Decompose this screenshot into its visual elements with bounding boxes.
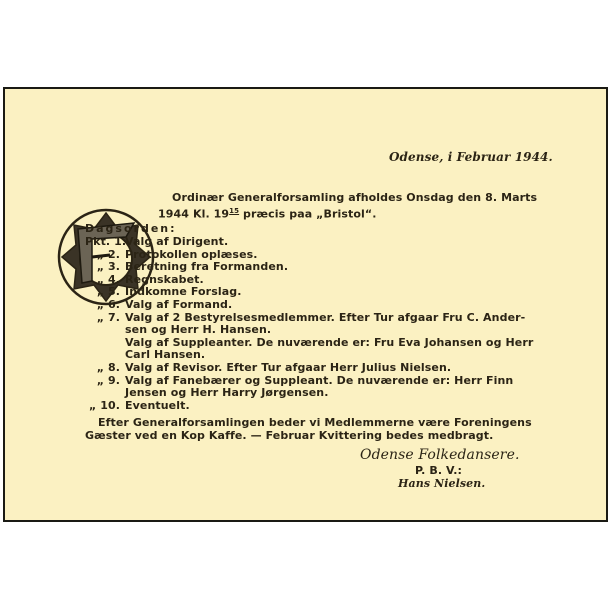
agenda-item-text: Protokollen oplæses. [125,247,258,261]
agenda-item [85,362,565,375]
agenda-item-number: „ 8. [96,361,120,374]
closing-line-2: Gæster ved en Kop Kaffe. — Februar Kvittering bedes medbragt. [85,429,494,442]
agenda-item-text: Jensen og Herr Harry Jørgensen. [125,386,329,400]
agenda-item [85,236,565,249]
signature-org: Odense Folkedansere. [360,447,520,463]
agenda-item-text: Valg af Dirigent. [125,235,229,248]
agenda-item [85,400,565,413]
agenda-item-number: „ 10. [88,398,120,412]
closing-line-1: Efter Generalforsamlingen beder vi Medlemmerne være Foreningens [98,416,532,429]
invitation-card [3,87,608,522]
agenda-item-number: „ 2. [96,247,120,261]
agenda-item-text: Valg af Formand. [125,298,233,311]
agenda-item-number: Pkt. 1. [85,235,127,248]
agenda-item-text: Valg af Revisor. Efter Tur afgaar Herr Julius Nielsen. [125,361,452,374]
agenda-item-text: Valg af Fanebærer og Suppleant. De nuværende er: Herr Finn [125,373,514,387]
agenda-item-number: „ 9. [96,373,120,387]
agenda-item-text: Beretning fra Formanden. [125,260,289,274]
agenda-item-text: Valg af Suppleanter. De nuværende er: Fru Eva Johansen og Herr [125,335,534,349]
agenda-item-number: „ 5. [96,285,120,299]
agenda-item-text: Indkomne Forslag. [125,285,242,299]
agenda-item-text: Eventuelt. [125,398,190,412]
agenda-item-number: „ 4. [96,272,120,286]
agenda-item [85,299,565,312]
agenda-item-number: „ 6. [96,298,120,311]
intro-line-2: 1944 Kl. $19^{15}$ præcis paa „Bristol“. [158,207,377,221]
agenda-item-number: „ 7. [96,310,120,324]
date-line: Odense, i Februar 1944. [389,150,553,164]
agenda-item [85,261,565,274]
agenda-item [85,387,565,400]
agenda-item [85,324,565,337]
agenda-item-text: sen og Herr H. Hansen. [125,323,272,337]
intro-line-1: Ordinær Generalforsamling afholdes Onsdag den 8. Marts [172,191,538,204]
signature-name: Hans Nielsen. [398,477,486,490]
agenda-item-text: Regnskabet. [125,272,204,286]
agenda-title: Dagsorden: [85,222,177,235]
signature-pbv: P. B. V.: [415,464,463,477]
agenda-item-number: „ 3. [96,260,120,274]
agenda-item-text: Valg af 2 Bestyrelsesmedlemmer. Efter Tur afgaar Fru C. Ander- [125,310,526,324]
agenda-item-text: Carl Hansen. [125,348,206,362]
